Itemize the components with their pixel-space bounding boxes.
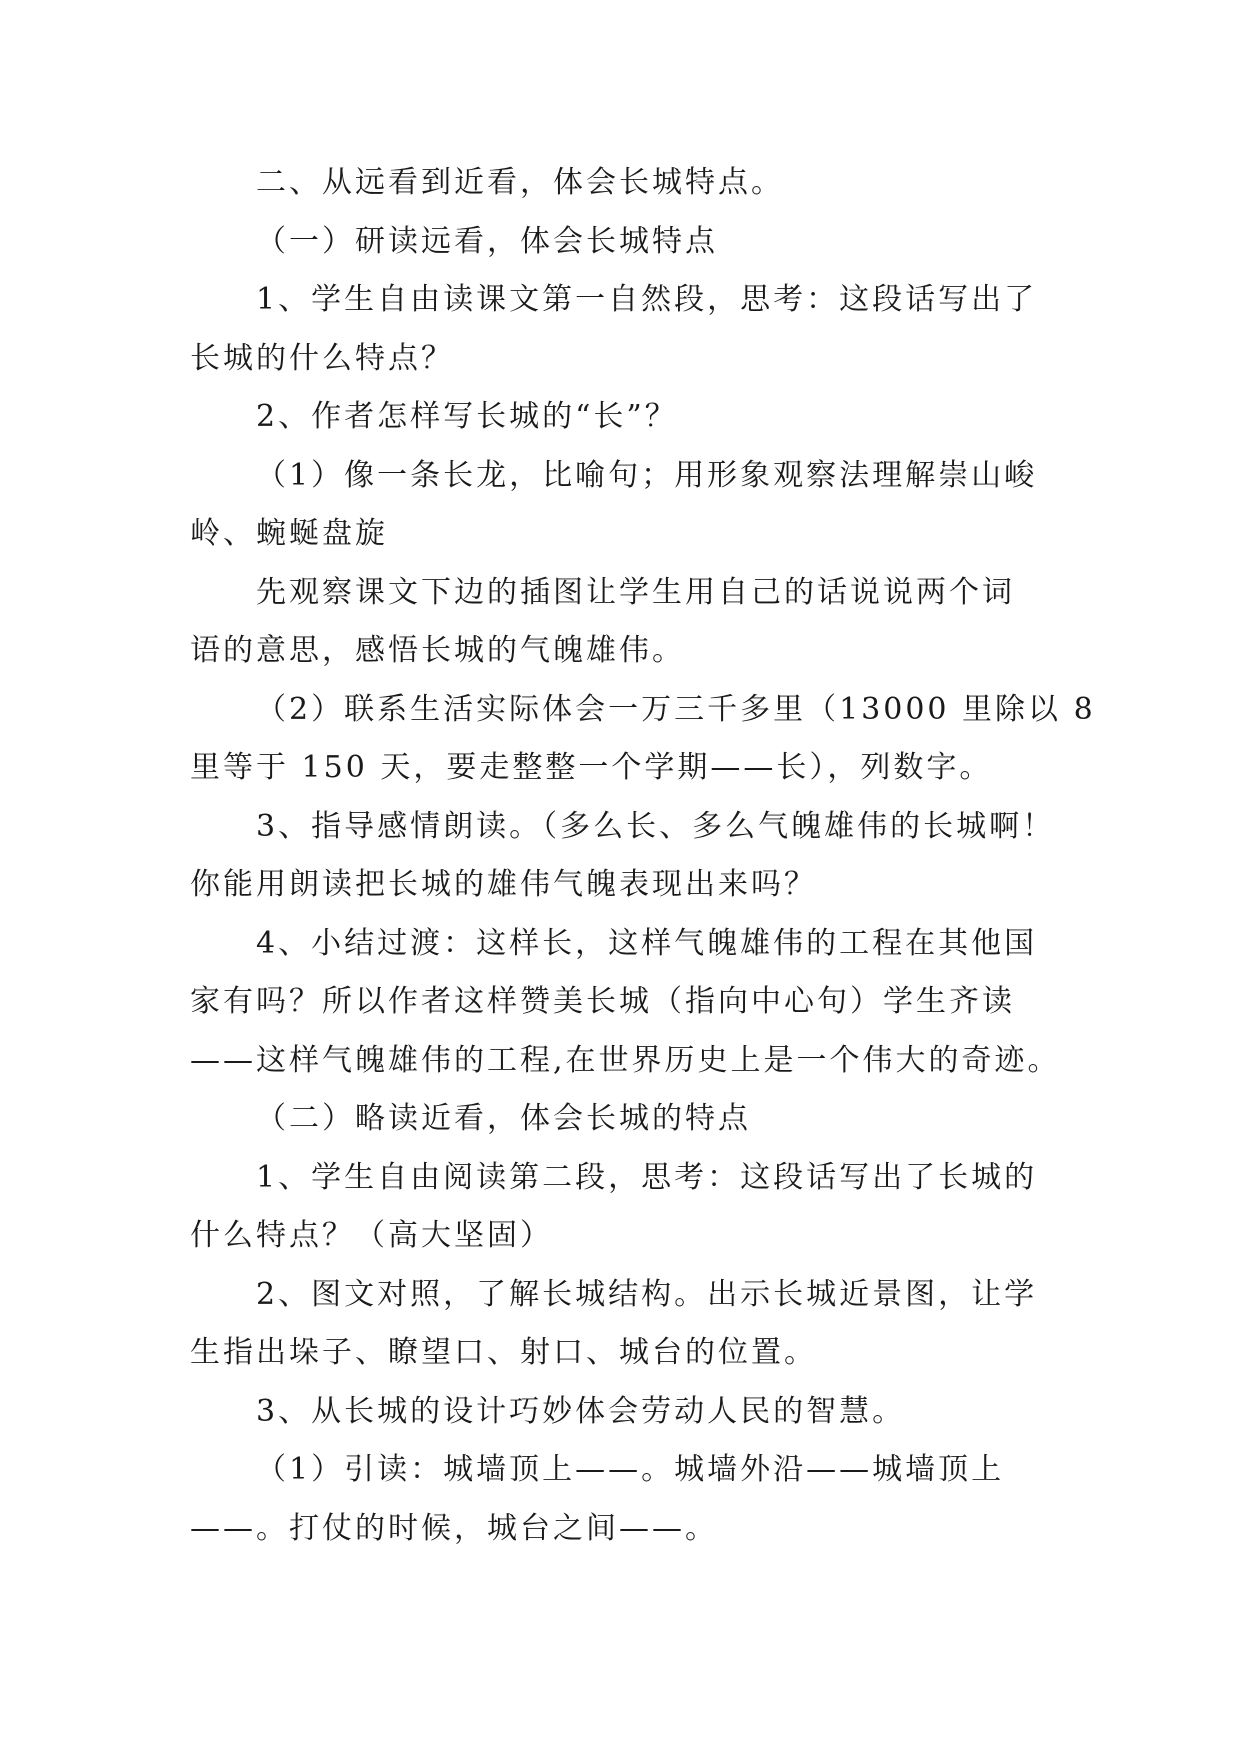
paragraph-line: （1）像一条长龙，比喻句；用形象观察法理解崇山峻 [256, 457, 1038, 493]
paragraph-line: 2、作者怎样写长城的“长”？ [256, 399, 678, 434]
paragraph-line: 4、小结过渡：这样长，这样气魄雄伟的工程在其他国 [256, 925, 1038, 961]
paragraph-line: 长城的什么特点？ [190, 340, 454, 376]
paragraph-line: 先观察课文下边的插图让学生用自己的话说说两个词 [256, 574, 1015, 610]
paragraph-line: 1、学生自由阅读第二段，思考：这段话写出了长城的 [256, 1159, 1038, 1195]
paragraph-line: （2）联系生活实际体会一万三千多里（13000 里除以 8 [256, 691, 1096, 727]
paragraph-line: ——。打仗的时候，城台之间——。 [190, 1510, 718, 1546]
paragraph-line: 1、学生自由读课文第一自然段，思考：这段话写出了 [256, 282, 1038, 317]
paragraph-line: 生指出垛子、瞭望口、射口、城台的位置。 [190, 1335, 817, 1370]
paragraph-line: 2、图文对照，了解长城结构。出示长城近景图，让学 [256, 1276, 1038, 1312]
paragraph-line: 语的意思，感悟长城的气魄雄伟。 [190, 633, 685, 668]
paragraph-line: ——这样气魄雄伟的工程,在世界历史上是一个伟大的奇迹。 [190, 1042, 1061, 1078]
paragraph-line: （1）引读：城墙顶上——。城墙外沿——城墙顶上 [256, 1452, 1005, 1487]
paragraph-line: 家有吗？所以作者这样赞美长城（指向中心句）学生齐读 [190, 984, 1015, 1019]
paragraph-line: 你能用朗读把长城的雄伟气魄表现出来吗？ [190, 867, 817, 902]
paragraph-line: 里等于 150 天，要走整整一个学期——长），列数字。 [190, 750, 993, 785]
section-heading: 二、从远看到近看，体会长城特点。 [256, 165, 784, 200]
paragraph-line: 什么特点？（高大坚固） [190, 1218, 553, 1253]
paragraph-line: 3、从长城的设计巧妙体会劳动人民的智慧。 [256, 1393, 906, 1429]
document-body [190, 154, 1096, 1558]
paragraph-line: 岭、蜿蜒盘旋 [190, 516, 388, 551]
subsection-heading: （一）研读远看，体会长城特点 [256, 223, 718, 259]
subsection-heading: （二）略读近看，体会长城的特点 [256, 1101, 751, 1136]
paragraph-line: 3、指导感情朗读。（多么长、多么气魄雄伟的长城啊！ [256, 808, 1056, 844]
